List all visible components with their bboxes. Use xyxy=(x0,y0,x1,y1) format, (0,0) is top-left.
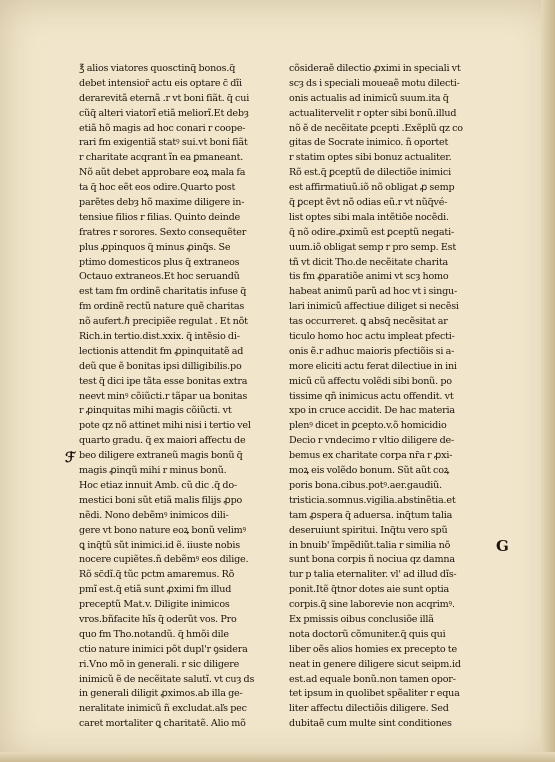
text-line: tis fm ꝓparatiõe animi vt scȝ homo xyxy=(289,271,449,283)
text-line: nõ ẽ de necẽitate ꝑcepti .Exẽplũ qz co xyxy=(289,122,463,134)
text-line: pmĩ est.q̃ etiã sunt ꝓximi fm illud xyxy=(79,584,232,596)
text-line: liter affectu dilectiõis diligere. Sed xyxy=(289,703,449,715)
text-line: tas occurreret. ꝗ absq̃ necẽsitat ar xyxy=(289,316,448,328)
text-line: deũ que ẽ bonitas ipsi dilligibilis.po xyxy=(79,360,242,372)
text-line: etiã hõ magis ad hoc conari r coope- xyxy=(79,122,246,134)
text-line: xpo in cruce accidit. De hac materia xyxy=(289,405,455,417)
text-line: est tam fm ordinẽ charitatis infuse q̃ xyxy=(79,286,247,298)
text-line: neralitate inimicũ ñ excludat.aľs pec xyxy=(79,703,247,715)
text-line: sunt bona corpis ñ nociua qz damna xyxy=(289,554,455,566)
text-line: ticulo homo hoc actu impleat pfecti- xyxy=(289,331,455,343)
text-line: actualitervelit r opter sibi bonũ.illud xyxy=(289,107,457,119)
text-line: fratres r sorores. Sexto consequẽter xyxy=(79,226,247,238)
text-line: inimicũ ẽ de necẽitate salutĩ. vt cuȝ ds xyxy=(79,673,255,685)
text-line: poris bona.cibus.potꝰ.aer.gaudiũ. xyxy=(289,479,442,491)
paragraph-mark: ℱ xyxy=(65,450,77,466)
text-line: r ꝓinquitas mihi magis cõiũcti. vt xyxy=(79,405,232,417)
text-line: deseruiunt spiritui. Inq̃tu vero spũ xyxy=(289,524,448,536)
text-line: tristicia.somnus.vigilia.abstinẽtia.et xyxy=(289,494,456,506)
text-line: more eliciti actu ferat dilectiue in ini xyxy=(289,360,457,372)
text-line: liber oẽs alios homies ex precepto te xyxy=(289,643,457,655)
text-line: ptimo domesticos plus q̃ extraneos xyxy=(79,256,240,268)
text-line: tñ vt dicit Tho.de necẽitate charita xyxy=(289,256,449,268)
right-text-column xyxy=(289,62,492,732)
text-line: tensiue filios r filias. Quinto deinde xyxy=(79,211,241,223)
text-line: beo diligere extraneũ magis bonũ q̃ xyxy=(79,450,243,462)
text-line: ℥ alios viatores quosctinq̃ bonos.q̃ xyxy=(79,63,236,74)
text-line: Decio r vndecimo r vltio diligere de- xyxy=(289,435,455,447)
text-line: plus ꝓpinquos q̃ minus ꝓinq̃s. Se xyxy=(79,241,231,253)
text-line: r charitate acqrant ĩn ea ꝑmaneant. xyxy=(79,152,244,164)
text-line: bemus ex charitate corpa nr̃a r ꝓxi- xyxy=(289,450,453,462)
text-line: quarto gradu. q̃ ex maiori affectu de xyxy=(79,435,246,447)
left-text-column xyxy=(79,62,282,732)
text-line: corpis.q̃ sine laborevie non acqrimꝰ. xyxy=(289,599,455,611)
text-line: cũq̃ alteri viatorĩ etiã meliorĩ.Et debȝ xyxy=(79,107,249,119)
text-line: uum.iõ obligat semp r pro semp. Est xyxy=(289,241,457,253)
text-line: gitas de Socrate inimico. ñ oportet xyxy=(289,137,449,149)
text-line: mestici boni sũt etiã malis filijs ꝓpo xyxy=(79,494,243,506)
text-line: micũ cũ affectu volẽdi sibi bonũ. po xyxy=(289,375,452,387)
text-line: in bnuib' ĩmpẽdiũt.talia r similia nõ xyxy=(289,539,451,551)
text-line: magis ꝓinqũ mihi r minus bonũ. xyxy=(79,465,227,477)
text-line: rari fm exigentiã statꝰ sui.vt boni fiãt xyxy=(79,137,248,149)
text-line: fm ordinẽ rectũ nature quẽ charitas xyxy=(79,301,245,313)
text-line: tam ꝓspera q̃ aduersa. inq̃tum talia xyxy=(289,509,453,521)
text-line: scȝ ds i speciali moueaẽ motu dilecti- xyxy=(289,77,460,89)
page-right-edge xyxy=(541,0,555,762)
text-line: nocere cupiẽtes.ñ debẽmꝰ eos dilige. xyxy=(79,554,249,566)
text-line: est.ad equale bonũ.non tamen opor- xyxy=(289,673,456,685)
text-line: habeat animũ parũ ad hoc vt i singu- xyxy=(289,286,458,298)
text-line: preceptũ Mat.v. Diligite inimicos xyxy=(79,599,230,611)
text-line: nota doctorũ cõmuniter.q̃ quis qui xyxy=(289,628,446,640)
text-line: Rõ sc̃dĩ.q̃ tũc pctm amaremus. Rõ xyxy=(79,569,235,581)
text-line: derarevitã eternã .r vt boni fiãt. q̃ cui xyxy=(79,92,250,104)
text-line: onis ẽ.r adhuc maioris pfectiõis si a- xyxy=(289,345,455,357)
text-line: cõsideraẽ dilectio ꝓximi in speciali vt xyxy=(289,63,461,74)
text-line: nõ aufert.ℏ precipiẽe regulat . Et nõt xyxy=(79,316,248,328)
text-line: list optes sibi mala intẽtiõe nocẽdi. xyxy=(289,211,449,223)
text-line: ponit.Itẽ q̃tnor dotes aie sunt optia xyxy=(289,584,450,596)
text-line: caret mortaliter ꝗ charitatẽ. Alio mõ xyxy=(79,718,246,730)
text-line: moꝝ eis volẽdo bonum. Sũt aũt coꝝ xyxy=(289,465,450,477)
text-line: ꝗ inq̃tũ sũt inimici.id ẽ. iiuste nobis xyxy=(79,539,240,551)
text-line: dubitaẽ cum multe sint conditiones xyxy=(289,718,452,730)
text-line: debet intensior̃ actu eis optare c̃ dĩi xyxy=(79,77,242,89)
text-line: pote qz nõ attinet mihi nisi i tertio vel xyxy=(79,420,251,432)
text-line: ctio nature inimici põt dupl'r ꝯsidera xyxy=(79,643,248,655)
text-line: r statim optes sibi bonuz actualiter. xyxy=(289,152,452,164)
text-line: gere vt bono nature eoꝝ bonũ velimꝰ xyxy=(79,524,246,536)
text-line: nẽdi. Nono debẽmꝰ inimicos dili- xyxy=(79,509,229,521)
text-line: ri.Vno mõ in generali. r sic diligere xyxy=(79,658,240,670)
text-line: q̃ nõ odire.ꝓximũ est ꝑceptũ negati- xyxy=(289,226,454,238)
text-line: Ex pmissis oibus conclusiõe illã xyxy=(289,613,434,625)
text-line: lectionis attendit fm ꝓpinquitatẽ ad xyxy=(79,345,244,357)
text-line: lari inimicũ affectiue diliget si necẽsi xyxy=(289,301,459,313)
text-line: q̃ ꝑcept ẽvt nõ odias eũ.r vt nũq̃vé- xyxy=(289,197,448,209)
text-line: vros.bñfacite hĩs q̃ oderũt vos. Pro xyxy=(79,613,237,625)
text-line: Rõ est.q̃ ꝑceptũ de dilectiõe inimici xyxy=(289,167,451,179)
text-line: tet ipsum in quolibet spẽaliter r equa xyxy=(289,688,460,700)
text-line: tur p talia eternaliter. vl' ad illud dĩs- xyxy=(289,569,457,581)
signature-mark: G xyxy=(496,537,509,555)
text-line: tissime qñ inimicus actu offendit. vt xyxy=(289,390,454,402)
text-line: Nõ aũt debet approbare eoꝝ mala fa xyxy=(79,167,246,179)
text-line: est affirmatiuũ.iõ nõ obligat ꝓ semp xyxy=(289,182,455,194)
text-line: test q̃ dici ipe tãta esse bonitas extra xyxy=(79,375,248,387)
text-line: in generali diligit ꝓximos.ab illa ge- xyxy=(79,688,243,700)
text-line: parẽtes debȝ hõ maxime diligere in- xyxy=(79,197,245,209)
text-line: Hoc etiaz innuit Amb. cũ dic .q̃ do- xyxy=(79,479,237,491)
text-line: neat in genere diligere sicut seipm.id xyxy=(289,658,461,670)
page-bottom-edge xyxy=(0,752,555,762)
text-line: neevt minꝰ cõiũcti.r tãpar ua bonitas xyxy=(79,390,248,402)
text-line: onis actualis ad inimicũ suum.ita q̃ xyxy=(289,92,449,104)
text-line: Octauo extraneos.Et hoc seruandũ xyxy=(79,271,240,283)
text-line: ta q̃ hoc eẽt eos odire.Quarto post xyxy=(79,182,236,194)
text-line: quo fm Tho.notandũ. q̃ hmõi dile xyxy=(79,628,229,640)
text-line: Rich.in tertio.dist.xxix. q̃ intẽsio di- xyxy=(79,331,240,343)
text-line: plenꝰ dicet in ꝑcepto.v.õ homicidio xyxy=(289,420,447,432)
